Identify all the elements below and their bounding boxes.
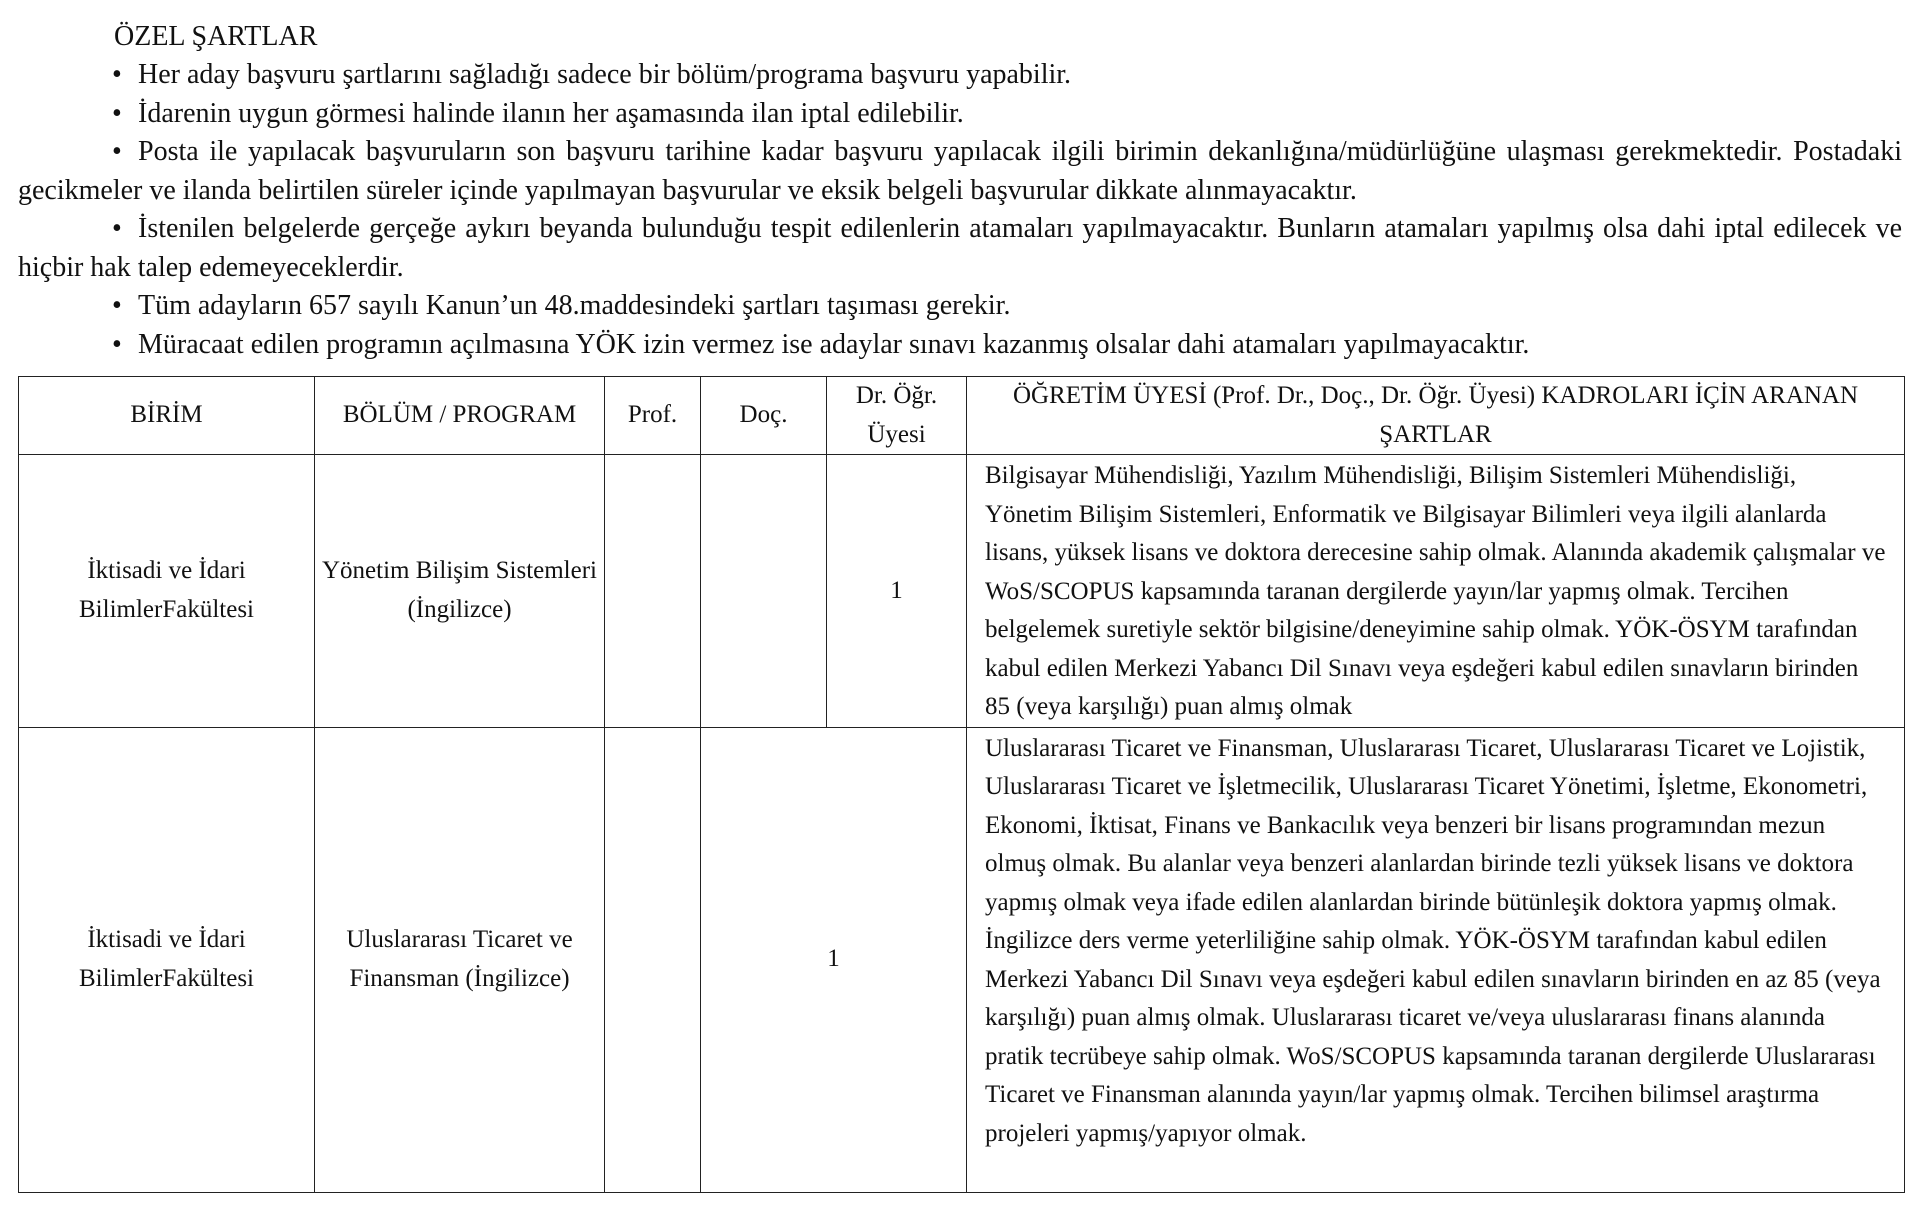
condition-item [18,326,1902,365]
condition-text: Her aday başvuru şartlarını sağladığı sadece bir bölüm/programa başvuru yapabilir. [138,59,1072,90]
condition-item [18,56,1902,95]
condition-item [18,95,1902,134]
header-dr-ogr-uyesi: Dr. Öğr. Üyesi [827,377,967,455]
condition-item [18,133,1902,210]
header-aranan-sartlar: ÖĞRETİM ÜYESİ (Prof. Dr., Doç., Dr. Öğr. Üyesi) KADROLARI İÇİN ARANAN ŞARTLAR [967,377,1905,455]
bullet-icon: • [112,97,122,129]
staff-positions-table [18,376,1905,1193]
document-page [18,18,1902,1147]
condition-text: Tüm adayların 657 sayılı Kanun’un 48.maddesindeki şartları taşıması gerekir. [138,290,1011,321]
bullet-icon: • [112,213,122,244]
table-row [19,455,1905,728]
cell-doc [701,455,827,728]
header-prof: Prof. [605,377,701,455]
bullet-icon: • [112,136,122,167]
bullet-icon: • [112,290,122,321]
table-row [19,727,1905,1192]
cell-prof [605,727,701,1192]
cell-birim: İktisadi ve İdari BilimlerFakültesi [19,727,315,1192]
cell-prof [605,455,701,728]
bullet-icon: • [112,59,122,90]
header-doc: Doç. [701,377,827,455]
header-birim: BİRİM [19,377,315,455]
condition-text: Posta ile yapılacak başvuruların son başvuru tarihine kadar başvuru yapılacak ilgili birimin dekanlığına/müdürlüğüne ulaşması gerekmektedir. Postadaki gecikmeler ve ilanda belirtilen süreler içinde yapılmayan başvurular ve eksik belgeli başvurular dikkate alınmayacaktır. [18,136,1902,206]
condition-item [18,210,1902,287]
cell-dr-ogr-uyesi: 1 [827,455,967,728]
condition-text: İdarenin uygun görmesi halinde ilanın her aşamasında ilan iptal edilebilir. [138,97,964,129]
conditions-list [18,56,1902,364]
cell-aranan-sartlar: Uluslararası Ticaret ve Finansman, Uluslararası Ticaret, Uluslararası Ticaret ve Lojistik, Uluslararası Ticaret ve İşletmecilik, Uluslararası Ticaret Yönetimi, İşletme, Ekonometri, Ekonomi, İktisat, Finans ve Bankacılık veya benzeri bir lisans programından mezun olmuş olmak. Bu alanlar veya benzeri alanlardan birinde tezli yüksek lisans ve doktora yapmış olmak veya ifade edilen alanlardan birinde bütünleşik doktora yapmış olmak. İngilizce ders verme yeterliliğine sahip olmak. YÖK-ÖSYM tarafından kabul edilen Merkezi Yabancı Dil Sınavı veya eşdeğeri kabul edilen sınavların birinden en az 85 (veya karşılığı) puan almış olmak. Uluslararası ticaret ve/veya uluslararası finans alanında pratik tecrübeye sahip olmak. WoS/SCOPUS kapsamında taranan dergilerde Uluslararası Ticaret ve Finansman alanında yayın/lar yapmış olmak. Tercihen bilimsel araştırma projeleri yapmış/yapıyor olmak. [967,727,1905,1192]
header-bolum-program: BÖLÜM / PROGRAM [315,377,605,455]
condition-text: Müracaat edilen programın açılmasına YÖK izin vermez ise adaylar sınavı kazanmış olsalar dahi atamaları yapılmayacaktır. [138,328,1530,360]
condition-item [18,287,1902,326]
cell-aranan-sartlar: Bilgisayar Mühendisliği, Yazılım Mühendisliği, Bilişim Sistemleri Mühendisliği, Yönetim Bilişim Sistemleri, Enformatik ve Bilgisayar Bilimleri veya ilgili alanlarda lisans, yüksek lisans ve doktora derecesine sahip olmak. Alanında akademik çalışmalar ve WoS/SCOPUS kapsamında taranan dergilerde yayın/lar yapmış olmak. Tercihen belgelemek suretiyle sektör bilgisine/deneyimine sahip olmak. YÖK-ÖSYM tarafından kabul edilen Merkezi Yabancı Dil Sınavı veya eşdeğeri kabul edilen sınavların birinden 85 (veya karşılığı) puan almış olmak [967,455,1905,728]
section-title: ÖZEL ŞARTLAR [114,21,318,52]
condition-text: İstenilen belgelerde gerçeğe aykırı beyanda bulunduğu tespit edilenlerin atamaları yapılmayacaktır. Bunların atamaları yapılmış olsa dahi iptal edilecek ve hiçbir hak talep edemeyeceklerdir. [18,213,1902,283]
cell-doc-dr-ogr-uyesi: 1 [701,727,967,1192]
cell-bolum-program: Yönetim Bilişim Sistemleri (İngilizce) [315,455,605,728]
bullet-icon: • [112,328,122,360]
cell-birim: İktisadi ve İdari BilimlerFakültesi [19,455,315,728]
cell-bolum-program: Uluslararası Ticaret ve Finansman (İngilizce) [315,727,605,1192]
table-header-row [19,377,1905,455]
